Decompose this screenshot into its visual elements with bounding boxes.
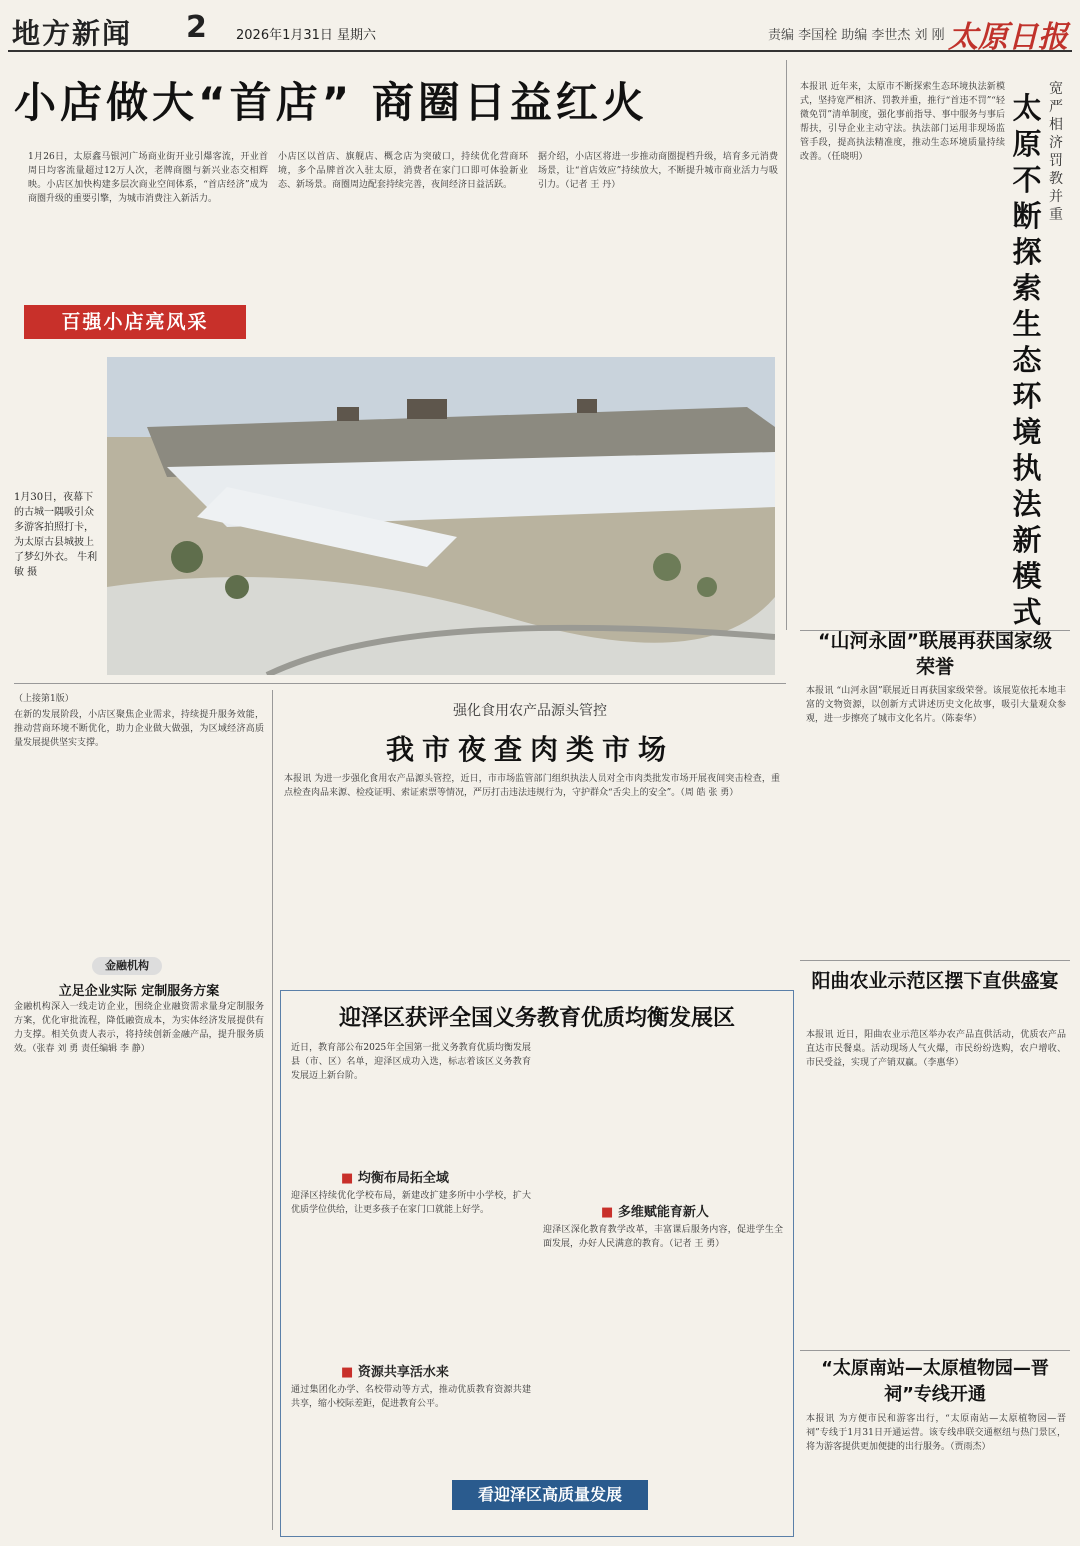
transit-body: 本报讯 为方便市民和游客出行，“太原南站—太原植物园—晋祠”专线于1月31日开通运营。该专线串联交通枢纽与热门景区，将为游客提供更加便捷的出行服务。（贾雨杰） [806, 1414, 1066, 1452]
newspaper-logo: 太原日报 [948, 20, 1068, 55]
finance-body: 金融机构深入一线走访企业，围绕企业融资需求量身定制服务方案，优化审批流程，降低融资成本，为实体经济发展提供有力支撑。相关负责人表示，将持续创新金融产品，提升服务质效。（张春 刘 勇 责任编辑 李 静） [14, 1002, 264, 1054]
education-body-2: 通过集团化办学、名校带动等方式，推动优质教育资源共建共享，缩小校际差距，促进教育公平。 [291, 1385, 531, 1409]
heritage-headline: “山河永固”联展再获国家级荣誉 [818, 630, 1052, 678]
education-box [280, 990, 794, 1537]
agri-body: 本报讯 近日，阳曲农业示范区举办农产品直供活动，优质农产品直达市民餐桌。活动现场人气火爆，市民纷纷选购，农户增收、市民受益，实现了产销双赢。（李惠华） [806, 1030, 1066, 1068]
education-section-1: ■ 均衡布局拓全域 [341, 1167, 449, 1186]
masthead [8, 8, 1072, 55]
agri-headline: 阳曲农业示范区摆下直供盛宴 [811, 970, 1059, 992]
meat-body: 本报讯 为进一步强化食用农产品源头管控，近日，市市场监管部门组织执法人员对全市肉类批发市场开展夜间突击检查，重点检查肉品来源、检疫证明、索证索票等情况，严厉打击违法违规行为，守护群众“舌尖上的安全”。（周 皓 张 勇） [284, 774, 780, 798]
divider [272, 690, 273, 1530]
lead-body-4: 在新的发展阶段，小店区聚焦企业需求，持续提升服务效能，推动营商环境不断优化，助力企业做大做强，为区域经济高质量发展提供坚实支撑。 [14, 710, 264, 748]
education-body-1: 迎泽区持续优化学校布局，新建改扩建多所中小学校，扩大优质学位供给，让更多孩子在家门口就能上好学。 [291, 1191, 531, 1215]
transit-headline: “太原南站—太原植物园—晋祠”专线开通 [821, 1358, 1049, 1405]
education-intro: 近日，教育部公布2025年全国第一批义务教育优质均衡发展县（市、区）名单，迎泽区成功入选，标志着该区义务教育发展迈上新台阶。 [291, 1043, 531, 1081]
education-body-3: 迎泽区深化教育教学改革，丰富课后服务内容，促进学生全面发展，办好人民满意的教育。（记者 王 勇） [543, 1225, 783, 1249]
lead-badge: 百强小店亮风采 [24, 305, 246, 339]
page-number: 2 [186, 10, 207, 45]
lead-body-2: 小店区以首店、旗舰店、概念店为突破口，持续优化营商环境，多个品牌首次入驻太原，消费者在家门口即可体验新业态、新场景。商圈周边配套持续完善，夜间经济日益活跃。 [278, 152, 528, 190]
divider [800, 960, 1070, 961]
education-section-3: ■ 多维赋能育新人 [601, 1201, 709, 1220]
lead-headline: 小店做大“首店” 商圈日益红火 [14, 78, 648, 127]
meat-headline: 我市夜查肉类市场 [385, 733, 674, 766]
ecology-kicker: 宽严相济 罚教并重 [1049, 81, 1063, 223]
education-section-2: ■ 资源共享活水来 [341, 1361, 449, 1380]
divider [800, 1350, 1070, 1351]
divider [786, 60, 787, 630]
lead-continued: （上接第1版） [14, 694, 74, 704]
section-name: 地方新闻 [12, 17, 133, 50]
issue-date: 2026年1月31日 星期六 [236, 28, 377, 43]
education-headline: 迎泽区获评全国义务教育优质均衡发展区 [338, 1006, 735, 1031]
photo-caption: 1月30日，夜幕下的古城一隅吸引众多游客拍照打卡，为太原古县城披上了梦幻外衣。 牛利敏 摄 [14, 492, 98, 578]
divider [14, 683, 786, 684]
finance-title: 立足企业实际 定制服务方案 [58, 984, 220, 999]
education-band: 看迎泽区高质量发展 [452, 1480, 648, 1510]
ecology-headline: 太原不断探索生态环境执法新模式 [1012, 91, 1042, 629]
heritage-body: 本报讯 “山河永固”联展近日再获国家级荣誉。该展览依托本地丰富的文物资源，以创新方式讲述历史文化故事，吸引大量观众参观，进一步擦亮了城市文化名片。（陈泰华） [806, 686, 1066, 724]
lead-body-3: 据介绍，小店区将进一步推动商圈提档升级，培育多元消费场景，让“首店效应”持续放大，不断提升城市商业活力与吸引力。（记者 王 丹） [538, 152, 778, 190]
finance-label: 金融机构 [92, 957, 162, 975]
editors: 责编 李国栓 助编 李世杰 刘 刚 [768, 28, 945, 43]
lead-body-1: 1月26日，太原鑫马银河广场商业街开业引爆客流，开业首周日均客流量超过12万人次，老牌商圈与新兴业态交相辉映。小店区加快构建多层次商业空间体系，“首店经济”成为商圈升级的重要引擎，为城市消费注入新活力。 [28, 152, 268, 204]
ancient-city-photo [107, 357, 775, 675]
meat-kicker: 强化食用农产品源头管控 [453, 703, 607, 719]
ecology-body: 本报讯 近年来，太原市不断探索生态环境执法新模式，坚持宽严相济、罚教并重，推行“首违不罚”“轻微免罚”清单制度，强化事前指导、事中服务与事后帮扶，引导企业主动守法。执法部门运用非现场监管手段，提高执法精准度，推动生态环境质量持续改善。（任晓明） [800, 82, 1005, 162]
photo-illustration [107, 357, 775, 675]
